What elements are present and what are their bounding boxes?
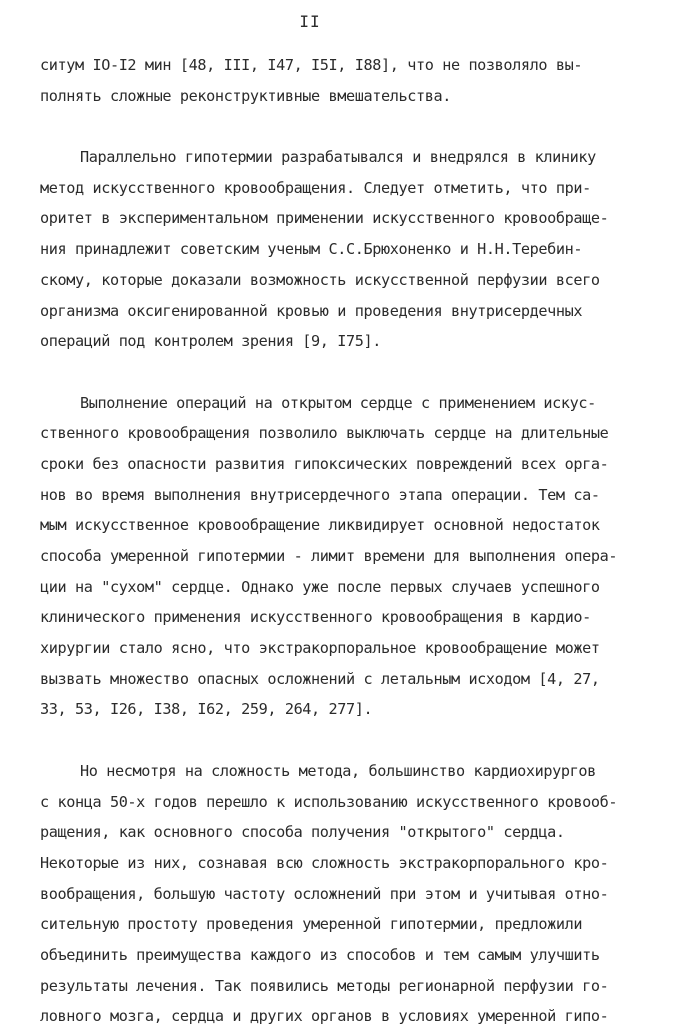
text-line: результаты лечения. Так появились методы регионарной перфузии го-: [40, 976, 609, 995]
text-line: мым искусственное кровообращение ликвидирует основной недостаток: [40, 516, 600, 535]
text-line: клинического применения искусственного кровообращения в кардио-: [40, 608, 591, 627]
text-line: полнять сложные реконструктивные вмешательства.: [40, 86, 451, 105]
text-line: сроки без опасности развития гипоксических повреждений всех орга-: [40, 454, 609, 473]
text-line: объединить преимущества каждого из способов и тем самым улучшить: [40, 945, 600, 964]
text-line: ния принадлежит советским ученым С.С.Брюхоненко и Н.Н.Теребин-: [40, 240, 583, 259]
text-line: Параллельно гипотермии разрабатывался и внедрялся в клинику: [80, 148, 596, 167]
text-line: организма оксигенированной кровью и проведения внутрисердечных: [40, 301, 583, 320]
text-line: с конца 50-х годов перешло к использованию искусственного кровооб-: [40, 792, 618, 811]
text-line: вызвать множество опасных осложнений с летальным исходом [4, 27,: [40, 669, 600, 688]
text-line: 33, 53, I26, I38, I62, 259, 264, 277].: [40, 700, 373, 719]
text-line: ловного мозга, сердца и других органов в условиях умеренной гипо-: [40, 1007, 609, 1026]
text-line: хирургии стало ясно, что экстракорпоральное кровообращение может: [40, 639, 600, 658]
text-line: ции на "сухом" сердце. Однако уже после первых случаев успешного: [40, 577, 600, 596]
text-line: сительную простоту проведения умеренной гипотермии, предложили: [40, 915, 583, 934]
paragraph-gap: [40, 357, 640, 388]
text-line: Выполнение операций на открытом сердце с применением искус-: [80, 393, 596, 412]
text-line: ращения, как основного способа получения "открытого" сердца.: [40, 823, 565, 842]
text-line: ситум IO-I2 мин [48, III, I47, I5I, I88], что не позволяло вы-: [40, 56, 583, 74]
page-number: II: [299, 12, 321, 31]
text-line: вообращения, большую частоту осложнений при этом и учитывая отно-: [40, 884, 609, 903]
text-line: метод искусственного кровообращения. Следует отметить, что при-: [40, 178, 591, 197]
text-line: Но несмотря на сложность метода, большинство кардиохирургов: [80, 761, 596, 780]
text-line: нов во время выполнения внутрисердечного этапа операции. Тем са-: [40, 485, 600, 504]
text-line: ственного кровообращения позволило выключать сердце на длительные: [40, 424, 609, 443]
paragraph-gap: [40, 725, 640, 756]
paragraph-gap: [40, 111, 640, 142]
text-line: оритет в экспериментальном применении искусственного кровообраще-: [40, 209, 609, 228]
text-line: способа умеренной гипотермии - лимит времени для выполнения опера-: [40, 547, 618, 565]
text-line: скому, которые доказали возможность искусственной перфузии всего: [40, 270, 600, 289]
text-line: Некоторые из них, сознавая всю сложность экстракорпорального кро-: [40, 853, 609, 872]
text-line: операций под контролем зрения [9, I75].: [40, 332, 382, 351]
body-text: [40, 50, 640, 1032]
